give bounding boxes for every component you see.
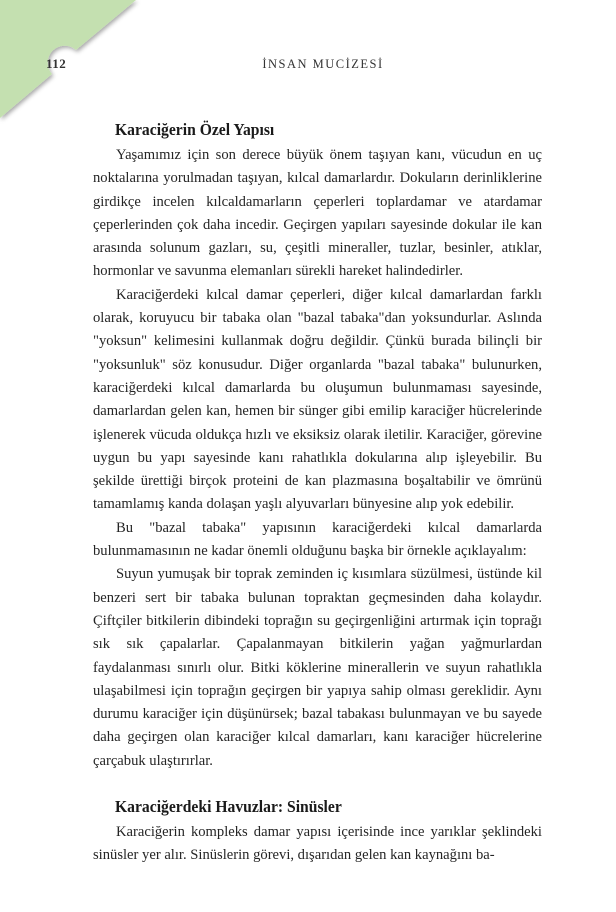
- paragraph: Karaciğerin kompleks damar yapısı içerisinde ince yarıklar şeklindeki sinüsler yer alır. Sinüslerin görevi, dışarıdan gelen kan kaynağını ba-: [93, 824, 542, 864]
- paragraph: Yaşamımız için son derece büyük önem taşıyan kanı, vücudun en uç noktalarına yorulmadan taşıyan, kılcal damarlardır. Dokuların derinliklerine girdikçe incelen kılcaldamarların çeperleri toplardamar ve atardamar çeperlerinden çok daha incedir. Geçirgen yapıları sayesinde dokular ile kan arasında solunum gazları, su, çeşitli mineraller, tuzlar, besinler, atıklar, hormonlar ve savunma elemanları sürekli hareket halindedirler.: [93, 147, 542, 280]
- paragraph: Bu "bazal tabaka" yapısının karaciğerdeki kılcal damarlarda bulunmamasının ne kadar önemli olduğunu başka bir örnekle açıklayalım:: [93, 519, 542, 560]
- page-content: [93, 116, 542, 868]
- running-title: İNSAN MUCİZESİ: [262, 57, 384, 71]
- page-number: 112: [46, 56, 67, 71]
- paragraph: Karaciğerdeki kılcal damar çeperleri, diğer kılcal damarlardan farklı olarak, koruyucu bir tabaka olan "bazal tabaka"dan yoksundurlar. Aslında "yoksun" kelimesini kullanmak doğru değildir. Çünkü burada bilinçli bir "yoksunluk" söz konusudur. Diğer organlarda "bazal tabaka" bulunurken, karaciğerdeki kılcal damarlarda bu oluşumun bulunmaması sayesinde, damarlardan gelen kan, hemen bir sünger gibi emilip karaciğer hücrelerinde işlenerek vücuda oldukça hızlı ve eksiksiz olarak iletilir. Karaciğer, görevine uygun bu yapı sayesinde kanı rahatlıkla dokularına alıp işleyebilir. Bu şekilde ürettiği birçok proteini de kan plazmasına boşaltabilir ve ömrünü tamamlamış kanda dolaşan yaşlı alyuvarları bünyesine alıp yok edebilir.: [93, 286, 542, 513]
- section-heading: Karaciğerdeki Havuzlar: Sinüsler: [115, 797, 342, 817]
- paragraph: Suyun yumuşak bir toprak zeminden iç kısımlara süzülmesi, üstünde kil benzeri sert bir tabaka bulunan topraktan geçmesinden daha kolaydır. Çiftçiler bitkilerin dibindeki toprağın su geçirgenliğini artırmak için toprağı sık sık çapalarlar. Çapalanmayan bitkilerin yağan yağmurlardan faydalanması sınırlı olur. Bitki köklerine minerallerin ve suyun rahatlıkla ulaşabilmesi için toprağın geçirgen bir yapıya sahip olması gereklidir. Aynı durumu karaciğer için düşünürsek; bazal tabakası bulunmayan ve bu sayede daha geçirgen olan karaciğer kılcal damarları, kanı karaciğer hücrelerine çarçabuk ulaştırırlar.: [93, 566, 542, 769]
- section-heading: Karaciğerin Özel Yapısı: [115, 120, 275, 139]
